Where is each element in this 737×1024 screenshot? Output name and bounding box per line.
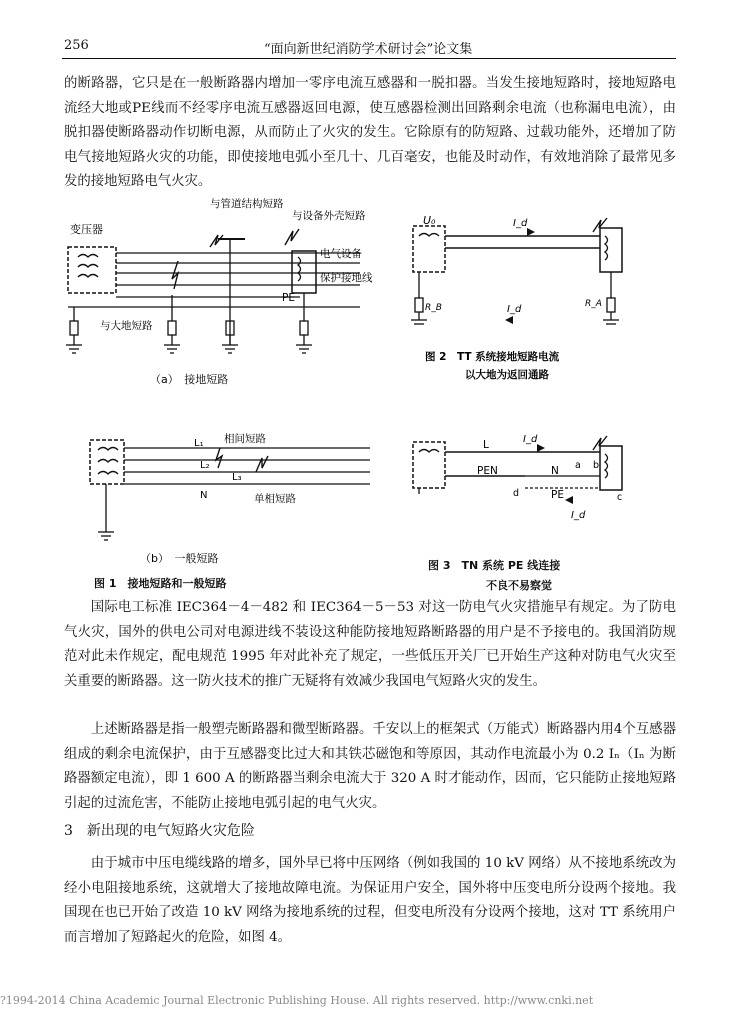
earth-short-label: 与大地短路 bbox=[100, 320, 153, 332]
phase-short-label: 相间短路 bbox=[224, 433, 266, 445]
load-box bbox=[600, 228, 622, 272]
transformer-label: 变压器 bbox=[70, 223, 103, 236]
earth-electrodes bbox=[411, 272, 619, 324]
equipment-box bbox=[292, 251, 316, 293]
phase-short-spark bbox=[216, 448, 222, 468]
current-arrow-top bbox=[537, 444, 545, 452]
id-top-label: I_d bbox=[523, 434, 538, 445]
ra-label: R_A bbox=[585, 299, 602, 309]
source-box bbox=[413, 442, 445, 488]
single-short-spark bbox=[256, 456, 268, 472]
load-box bbox=[600, 446, 622, 490]
enclosure-short-label: 与设备外壳短路 bbox=[292, 210, 366, 222]
figure-2-caption-line2: 以大地为返回通路 bbox=[465, 369, 549, 380]
equipment-label: 电气设备 bbox=[320, 248, 362, 260]
journal-title: “面向新世纪消防学术研讨会”论文集 bbox=[264, 42, 473, 57]
ground bbox=[98, 484, 114, 540]
figure-2-diagram bbox=[405, 210, 645, 380]
protective-ground-label: 保护接地线 bbox=[320, 272, 373, 284]
id-top-label: I_d bbox=[513, 218, 528, 229]
figure-1b-diagram bbox=[60, 428, 390, 568]
figure-2-caption-line1: 图 2 TT 系统接地短路电流 bbox=[425, 351, 560, 363]
current-arrow-top bbox=[527, 228, 535, 236]
figure-1b-subcaption: （b） 一般短路 bbox=[140, 552, 219, 565]
source-box bbox=[413, 226, 445, 272]
pipe-short-label: 与管道结构短路 bbox=[210, 198, 284, 210]
id-bottom-label: I_d bbox=[507, 304, 522, 315]
single-short-label: 单相短路 bbox=[254, 493, 296, 505]
figure-1-caption: 图 1 接地短路和一般短路 bbox=[94, 577, 227, 590]
enclosure-short-spark bbox=[285, 229, 299, 245]
section-heading: 3 新出现的电气短路火灾危险 bbox=[64, 823, 255, 839]
conductors bbox=[124, 448, 370, 484]
body-paragraph-3: 由于城市中压电缆线路的增多，国外早已将中压网络（例如我国的 10 kV 网络）从不接地系统改为经小电阻接地系统，这就增大了接地故障电流。为保证用户安全，国外将中压变电所分设两个接地。我国现在也已开始了改造 10 kV 网络为接地系统的过程，但变电所没有分设两个接地，这对 TT 系统用户而言增加了短路起火的危险，如图 4。 bbox=[64, 856, 676, 945]
b-label: b bbox=[593, 460, 600, 471]
figure-1a-subcaption: （a） 接地短路 bbox=[150, 373, 229, 386]
d-label: d bbox=[513, 488, 520, 499]
l2-label: L₂ bbox=[200, 460, 210, 471]
pe-label: PE bbox=[282, 292, 295, 304]
pen-label: PEN bbox=[477, 465, 498, 477]
rb-label: R_B bbox=[425, 303, 442, 313]
u0-label: U₀ bbox=[423, 214, 436, 227]
copyright-footer: ?1994-2014 China Academic Journal Electronic Publishing House. All rights reserved. http://www.cnki.net bbox=[0, 994, 594, 1007]
body-paragraph-2: 上述断路器是指一般塑壳断路器和微型断路器。千安以上的框架式（万能式）断路器内用4个互感器组成的剩余电流保护，由于互感器变比过大和其铁芯磁饱和等原因，其动作电流最小为 0.2 Iₙ（Iₙ 为断路器额定电流），即 1 600 A 的断路器当剩余电流大于 320 A 时才能动作，因而，它只能防止接地短路引起的过流危害，不能防止接地电弧引起的电气火灾。 bbox=[64, 722, 676, 811]
source-box bbox=[90, 440, 124, 484]
l-label: L bbox=[483, 439, 489, 451]
current-arrow-bottom bbox=[505, 316, 513, 324]
current-arrow-bottom bbox=[565, 496, 573, 504]
pipe-short-spark bbox=[210, 235, 223, 247]
n-label: N bbox=[551, 465, 559, 477]
l3-label: L₃ bbox=[232, 472, 242, 483]
figure-3-caption-line2: 不良不易察觉 bbox=[486, 579, 552, 592]
pe-label: PE bbox=[551, 489, 564, 501]
header-rule bbox=[62, 58, 676, 59]
intro-paragraph: 的断路器，它只是在一般断路器内增加一零序电流互感器和一脱扣器。当发生接地短路时，接地短路电流经大地或PE线而不经零序电流互感器返回电源，使互感器检测出回路剩余电流（也称漏电电流），由脱扣器使断路器动作切断电源，从而防止了火灾的发生。它除原有的防短路、过载功能外，还增加了防电气接地短路火灾的功能，即使接地电弧小至几十、几百毫安，也能及时动作，有效地消除了最常见多发的接地短路电气火灾。 bbox=[64, 76, 676, 189]
body-paragraph-1: 国际电工标准 IEC364－4－482 和 IEC364－5－53 对这一防电气火灾措施早有规定。为了防电气火灾，国外的供电公司对电源进线不装设这种能防接地短路断路器的用户是不予接电的。我国消防规范对此未作规定，配电规范 1995 年对此补充了规定，一些低压开关厂已开始生产这种对防电气火灾至关重要的断路器。这一防火技术的推广无疑将有效减少我国电气短路火灾的发生。 bbox=[64, 600, 676, 689]
c-label: c bbox=[617, 492, 623, 503]
transformer-coils bbox=[78, 255, 98, 278]
figure-1a-diagram bbox=[60, 195, 390, 395]
a-label: a bbox=[575, 460, 581, 471]
figure-3-caption-line1: 图 3 TN 系统 PE 线连接 bbox=[428, 559, 561, 572]
l1-label: L₁ bbox=[194, 438, 204, 449]
n-label: N bbox=[200, 490, 208, 501]
figure-3-diagram bbox=[405, 428, 645, 528]
page-number: 256 bbox=[64, 38, 89, 53]
id-bottom-label: I_d bbox=[571, 510, 586, 521]
